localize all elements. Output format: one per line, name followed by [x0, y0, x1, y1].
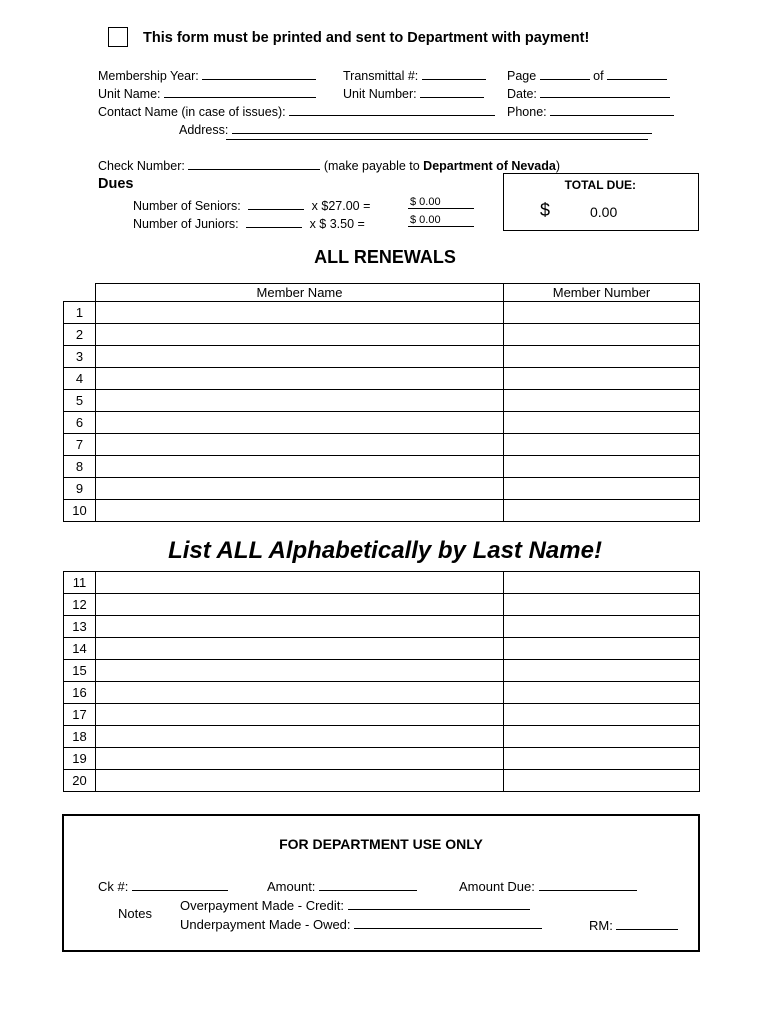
member-number-cell[interactable] — [504, 726, 700, 748]
unit-name-label: Unit Name: — [98, 87, 161, 101]
page-input[interactable] — [540, 67, 590, 80]
member-name-cell[interactable] — [96, 660, 504, 682]
address-input-line-1[interactable] — [232, 121, 652, 134]
row-number: 12 — [64, 594, 96, 616]
table-row — [64, 770, 700, 792]
member-name-cell[interactable] — [96, 368, 504, 390]
juniors-label: Number of Juniors: — [133, 217, 239, 231]
total-due-box — [503, 173, 699, 231]
table-row — [64, 682, 700, 704]
total-due-currency: $ — [540, 200, 551, 220]
row-number: 16 — [64, 682, 96, 704]
seniors-rate: x $27.00 = — [311, 199, 371, 213]
member-number-cell[interactable] — [504, 478, 700, 500]
member-name-cell[interactable] — [96, 390, 504, 412]
address-field[interactable] — [179, 121, 652, 137]
row-number: 17 — [64, 704, 96, 726]
seniors-count-input[interactable] — [248, 197, 304, 210]
juniors-count-input[interactable] — [246, 215, 302, 228]
table-row — [64, 594, 700, 616]
juniors-total: $ 0.00 — [408, 214, 474, 227]
row-number: 8 — [64, 456, 96, 478]
member-number-cell[interactable] — [504, 638, 700, 660]
dept-overpayment-label: Overpayment Made - Credit: — [180, 898, 345, 913]
table-row — [64, 324, 700, 346]
dept-amount-due-label: Amount Due: — [459, 879, 535, 894]
dept-overpayment-field[interactable] — [180, 897, 530, 913]
dept-underpayment-field[interactable] — [180, 916, 542, 932]
member-name-cell[interactable] — [96, 748, 504, 770]
table-row — [64, 412, 700, 434]
renewals-table-1 — [63, 283, 700, 522]
member-number-cell[interactable] — [504, 572, 700, 594]
member-number-cell[interactable] — [504, 704, 700, 726]
dept-rm-label: RM: — [589, 918, 613, 933]
dept-amount-due-field[interactable] — [459, 878, 637, 894]
member-name-cell[interactable] — [96, 638, 504, 660]
member-number-cell[interactable] — [504, 324, 700, 346]
member-number-cell[interactable] — [504, 594, 700, 616]
membership-year-label: Membership Year: — [98, 69, 199, 83]
dept-ck-field[interactable] — [98, 878, 228, 894]
table-row — [64, 616, 700, 638]
contact-name-input[interactable] — [289, 103, 495, 116]
unit-name-field[interactable] — [98, 85, 316, 101]
contact-name-field[interactable] — [98, 103, 495, 119]
table-row — [64, 638, 700, 660]
member-name-cell[interactable] — [96, 594, 504, 616]
member-name-cell[interactable] — [96, 572, 504, 594]
print-confirm-checkbox[interactable] — [108, 27, 128, 47]
dues-title: Dues — [98, 176, 134, 192]
table-row — [64, 434, 700, 456]
transmittal-label: Transmittal #: — [343, 69, 419, 83]
member-name-cell[interactable] — [96, 616, 504, 638]
alphabetical-note: List ALL Alphabetically by Last Name! — [168, 537, 602, 564]
dept-amount-due-input[interactable] — [539, 878, 637, 891]
dept-amount-input[interactable] — [319, 878, 417, 891]
dept-ck-input[interactable] — [132, 878, 228, 891]
renewals-title: ALL RENEWALS — [314, 247, 456, 267]
total-due-amount: 0.00 — [590, 204, 618, 220]
member-name-cell[interactable] — [96, 704, 504, 726]
unit-number-input[interactable] — [420, 85, 484, 98]
member-number-cell[interactable] — [504, 390, 700, 412]
date-label: Date: — [507, 87, 537, 101]
member-name-cell[interactable] — [96, 500, 504, 522]
row-number: 4 — [64, 368, 96, 390]
row-number: 18 — [64, 726, 96, 748]
row-number: 19 — [64, 748, 96, 770]
juniors-row — [133, 215, 365, 231]
page-of-label: of — [593, 69, 604, 83]
dept-amount-field[interactable] — [267, 878, 417, 894]
page-field[interactable] — [507, 67, 667, 83]
row-number: 1 — [64, 302, 96, 324]
address-input-line-2[interactable] — [226, 139, 648, 140]
seniors-total: $ 0.00 — [408, 196, 474, 209]
dept-rm-input[interactable] — [616, 917, 678, 930]
member-name-cell[interactable] — [96, 412, 504, 434]
table-row — [64, 346, 700, 368]
row-number: 2 — [64, 324, 96, 346]
payable-name: Department of Nevada — [423, 159, 556, 173]
member-name-cell[interactable] — [96, 324, 504, 346]
member-name-cell[interactable] — [96, 770, 504, 792]
row-number: 20 — [64, 770, 96, 792]
member-number-cell[interactable] — [504, 748, 700, 770]
row-number: 5 — [64, 390, 96, 412]
member-number-cell[interactable] — [504, 302, 700, 324]
unit-name-input[interactable] — [164, 85, 316, 98]
table-row — [64, 726, 700, 748]
member-number-cell[interactable] — [504, 368, 700, 390]
member-name-header: Member Name — [96, 284, 504, 302]
page-total-input[interactable] — [607, 67, 667, 80]
member-number-cell[interactable] — [504, 660, 700, 682]
member-number-cell[interactable] — [504, 434, 700, 456]
table-row — [64, 368, 700, 390]
dept-underpayment-label: Underpayment Made - Owed: — [180, 917, 351, 932]
member-number-cell[interactable] — [504, 682, 700, 704]
member-number-cell[interactable] — [504, 616, 700, 638]
contact-name-label: Contact Name (in case of issues): — [98, 105, 286, 119]
dept-amount-label: Amount: — [267, 879, 316, 894]
table-row — [64, 704, 700, 726]
member-number-cell[interactable] — [504, 500, 700, 522]
row-number: 14 — [64, 638, 96, 660]
member-name-cell[interactable] — [96, 302, 504, 324]
address-label: Address: — [179, 123, 229, 137]
row-number: 9 — [64, 478, 96, 500]
dept-ck-label: Ck #: — [98, 879, 129, 894]
payable-prefix: (make payable to — [323, 159, 424, 173]
membership-year-input[interactable] — [202, 67, 316, 80]
member-name-cell[interactable] — [96, 346, 504, 368]
row-number: 6 — [64, 412, 96, 434]
form-instruction-title: This form must be printed and sent to Department with payment! — [143, 30, 590, 46]
dept-overpayment-input[interactable] — [348, 897, 530, 910]
row-number: 15 — [64, 660, 96, 682]
payable-suffix: ) — [555, 159, 561, 173]
phone-input[interactable] — [550, 103, 674, 116]
row-number: 7 — [64, 434, 96, 456]
phone-label: Phone: — [507, 105, 547, 119]
table-row — [64, 456, 700, 478]
member-name-cell[interactable] — [96, 456, 504, 478]
unit-number-label: Unit Number: — [343, 87, 417, 101]
member-name-cell[interactable] — [96, 726, 504, 748]
table-row — [64, 390, 700, 412]
total-due-label: TOTAL DUE: — [564, 178, 636, 192]
phone-field[interactable] — [507, 103, 674, 119]
juniors-rate: x $ 3.50 = — [309, 217, 365, 231]
row-number: 13 — [64, 616, 96, 638]
table-row — [64, 748, 700, 770]
unit-number-field[interactable] — [343, 85, 484, 101]
check-number-field[interactable] — [98, 157, 560, 173]
dept-underpayment-input[interactable] — [354, 916, 542, 929]
row-number: 10 — [64, 500, 96, 522]
transmittal-input[interactable] — [422, 67, 486, 80]
page-label: Page — [507, 69, 537, 83]
seniors-label: Number of Seniors: — [133, 199, 241, 213]
department-use-title: FOR DEPARTMENT USE ONLY — [279, 836, 483, 852]
check-number-input[interactable] — [188, 157, 320, 170]
member-number-cell[interactable] — [504, 412, 700, 434]
department-use-box — [62, 814, 700, 952]
member-name-cell[interactable] — [96, 478, 504, 500]
table-row — [64, 660, 700, 682]
member-number-cell[interactable] — [504, 346, 700, 368]
dept-notes-label: Notes — [118, 906, 152, 921]
dept-rm-field[interactable] — [589, 917, 678, 933]
row-number: 3 — [64, 346, 96, 368]
check-number-label: Check Number: — [98, 159, 185, 173]
member-name-cell[interactable] — [96, 682, 504, 704]
member-number-cell[interactable] — [504, 770, 700, 792]
date-input[interactable] — [540, 85, 670, 98]
table-corner — [64, 284, 96, 302]
member-number-cell[interactable] — [504, 456, 700, 478]
transmittal-field[interactable] — [343, 67, 486, 83]
row-number: 11 — [64, 572, 96, 594]
table-row — [64, 572, 700, 594]
table-row — [64, 500, 700, 522]
table-row — [64, 478, 700, 500]
date-field[interactable] — [507, 85, 670, 101]
table-row — [64, 302, 700, 324]
seniors-row — [133, 197, 370, 213]
renewals-table-2 — [63, 571, 700, 792]
membership-year-field[interactable] — [98, 67, 316, 83]
member-number-header: Member Number — [504, 284, 700, 302]
member-name-cell[interactable] — [96, 434, 504, 456]
